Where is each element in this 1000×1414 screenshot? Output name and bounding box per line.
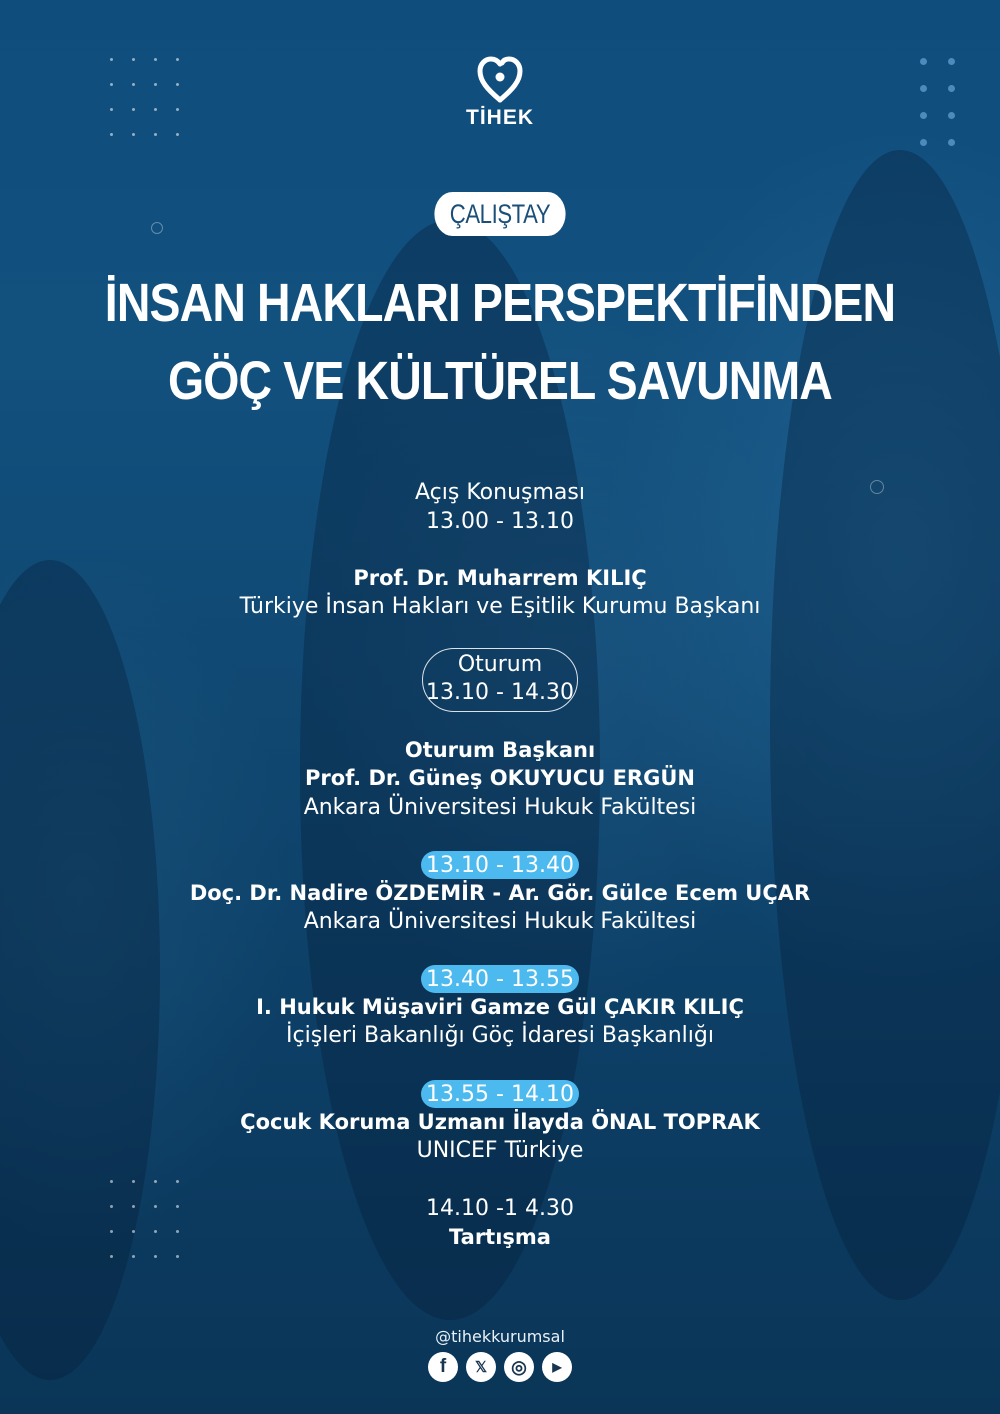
opening-time: 13.00 - 13.10 (426, 509, 574, 534)
opening-label: Açış Konuşması (415, 480, 585, 505)
social-handle[interactable]: @tihekkurumsal (435, 1327, 565, 1346)
facebook-icon[interactable]: f (428, 1352, 458, 1382)
session-label: Oturum (457, 652, 543, 677)
dot-grid-top-left (110, 58, 198, 136)
discussion-label: Tartışma (449, 1225, 551, 1249)
decorative-ring (151, 222, 163, 234)
title-line-2: GÖÇ VE KÜLTÜREL SAVUNMA (168, 351, 832, 411)
discussion-time: 14.10 -1 4.30 (426, 1196, 574, 1221)
youtube-icon[interactable]: ▶ (542, 1352, 572, 1382)
talk-time-pill: 13.10 - 13.40 (421, 851, 579, 879)
tihek-logo (440, 56, 560, 130)
dot-grid-top-right (920, 58, 976, 146)
session-chair-affiliation: Ankara Üniversitesi Hukuk Fakültesi (303, 795, 697, 820)
session-chair-label: Oturum Başkanı (404, 738, 596, 762)
opening-speaker: Prof. Dr. Muharrem KILIÇ (353, 566, 647, 590)
heart-logo-icon (477, 56, 523, 104)
talk-affiliation: UNICEF Türkiye (416, 1138, 584, 1163)
talk-speaker: Çocuk Koruma Uzmanı İlayda ÖNAL TOPRAK (240, 1110, 760, 1134)
talk-affiliation: Ankara Üniversitesi Hukuk Fakültesi (303, 909, 697, 934)
talk-time-pill: 13.55 - 14.10 (421, 1080, 579, 1108)
talk-time-pill: 13.40 - 13.55 (421, 965, 579, 993)
session-time: 13.10 - 14.30 (426, 680, 574, 705)
talk-speaker: Doç. Dr. Nadire ÖZDEMİR - Ar. Gör. Gülce Ecem UÇAR (189, 881, 811, 905)
talk-speaker: I. Hukuk Müşaviri Gamze Gül ÇAKIR KILIÇ (256, 995, 744, 1019)
x-icon[interactable]: 𝕏 (466, 1352, 496, 1382)
session-chair-name: Prof. Dr. Güneş OKUYUCU ERGÜN (305, 766, 695, 790)
title-line-1: İNSAN HAKLARI PERSPEKTİFİNDEN (104, 273, 896, 333)
event-type-badge: ÇALIŞTAY (434, 192, 565, 236)
talk-affiliation: İçişleri Bakanlığı Göç İdaresi Başkanlığı (286, 1023, 714, 1048)
instagram-icon[interactable]: ◎ (504, 1352, 534, 1382)
opening-affiliation: Türkiye İnsan Hakları ve Eşitlik Kurumu Başkanı (239, 594, 761, 619)
social-links (428, 1352, 572, 1382)
logo-text: TİHEK (466, 106, 534, 129)
